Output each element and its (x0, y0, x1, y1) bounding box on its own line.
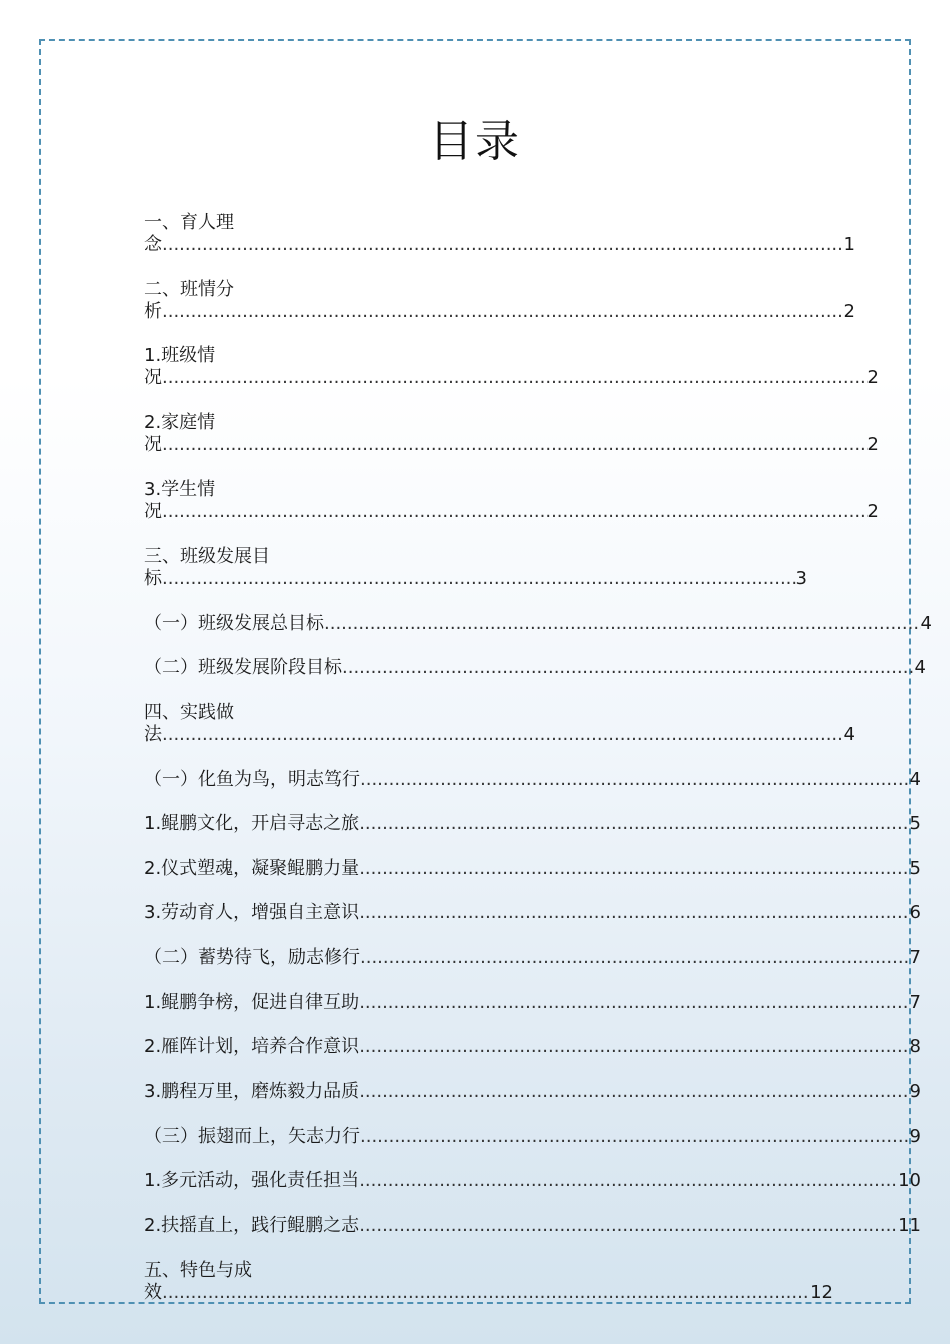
toc-leader-dots (360, 1126, 910, 1148)
toc-page-number: 11 (898, 1215, 921, 1236)
toc-leader-dots (162, 1282, 810, 1304)
toc-entry-tail: 析 (144, 301, 162, 322)
toc-leader-dots (162, 501, 868, 523)
toc-leader-dots (359, 858, 909, 880)
toc-page-number: 9 (909, 1081, 921, 1102)
toc-entry-20[interactable] (144, 1215, 921, 1237)
toc-entry-6[interactable] (144, 546, 807, 590)
toc-entry-head: 四、实践做 (144, 702, 234, 723)
toc-leader-dots (162, 724, 844, 746)
toc-entry-11[interactable] (144, 813, 921, 835)
toc-page-number: 6 (909, 902, 921, 923)
toc-page-number: 5 (909, 858, 921, 879)
toc-entry-19[interactable] (144, 1170, 921, 1192)
toc-leader-dots (359, 1036, 909, 1058)
toc-leader-dots (162, 367, 868, 389)
toc-leader-dots (360, 769, 910, 791)
toc-entry-14[interactable] (144, 947, 921, 969)
toc-entry-5[interactable] (144, 479, 879, 523)
toc-entry-text: 1.鲲鹏文化，开启寻志之旅 (144, 813, 360, 834)
toc-leader-dots (359, 1215, 898, 1237)
toc-entry-3[interactable] (144, 345, 879, 389)
toc-entry-10[interactable] (144, 769, 921, 791)
toc-entry-17[interactable] (144, 1081, 921, 1103)
toc-entry-tail: 念 (144, 234, 162, 255)
toc-entry-7[interactable] (144, 613, 932, 635)
toc-entry-15[interactable] (144, 992, 921, 1014)
toc-entry-tail: 况 (144, 367, 162, 388)
toc-entry-text: 3.鹏程万里，磨炼毅力品质 (144, 1081, 360, 1102)
toc-entry-text: 1.鲲鹏争榜，促进自律互助 (144, 992, 360, 1013)
toc-page-number: 3 (795, 568, 807, 589)
toc-entry-12[interactable] (144, 858, 921, 880)
toc-entry-text: （二）班级发展阶段目标 (144, 657, 342, 678)
toc-entry-tail: 法 (144, 724, 162, 745)
toc-entry-tail: 效 (144, 1282, 162, 1303)
toc-leader-dots (360, 947, 910, 969)
toc-entry-head: 2.家庭情 (144, 412, 216, 433)
toc-page-number: 5 (909, 813, 921, 834)
toc-page-number: 7 (909, 947, 921, 968)
toc-leader-dots (359, 1081, 909, 1103)
toc-entry-head: 3.学生情 (144, 479, 216, 500)
toc-page-number: 7 (909, 992, 921, 1013)
toc-page-number: 8 (909, 1036, 921, 1057)
toc-leader-dots (162, 568, 796, 590)
toc-entry-tail: 标 (144, 568, 162, 589)
toc-entry-head: 二、班情分 (144, 279, 234, 300)
toc-page-number: 1 (843, 234, 855, 255)
toc-page-number: 2 (867, 367, 879, 388)
toc-entry-text: 3.劳动育人，增强自主意识 (144, 902, 360, 923)
toc-leader-dots (162, 301, 844, 323)
toc-leader-dots (359, 813, 909, 835)
toc-entry-1[interactable] (144, 212, 855, 256)
toc-entry-4[interactable] (144, 412, 879, 456)
toc-entry-tail: 况 (144, 501, 162, 522)
toc-page-number: 2 (867, 501, 879, 522)
toc-entry-text: （二）蓄势待飞，励志修行 (144, 947, 360, 968)
toc-entry-21[interactable] (144, 1260, 833, 1304)
toc-leader-dots (162, 434, 868, 456)
toc-entry-2[interactable] (144, 279, 855, 323)
toc-entry-text: 1.多元活动，强化责任担当 (144, 1170, 360, 1191)
toc-entry-text: （三）振翅而上，矢志力行 (144, 1126, 360, 1147)
toc-entry-text: 2.仪式塑魂，凝聚鲲鹏力量 (144, 858, 360, 879)
toc-page-number: 12 (810, 1282, 833, 1303)
toc-page-number: 4 (914, 657, 926, 678)
toc-entry-tail: 况 (144, 434, 162, 455)
toc-page-number: 9 (909, 1126, 921, 1147)
toc-page-number: 10 (898, 1170, 921, 1191)
toc-entry-text: 2.扶摇直上，践行鲲鹏之志 (144, 1215, 360, 1236)
toc-leader-dots (359, 902, 909, 924)
toc-entry-18[interactable] (144, 1126, 921, 1148)
toc-entry-head: 五、特色与成 (144, 1260, 252, 1281)
toc-page-number: 4 (909, 769, 921, 790)
toc-entry-8[interactable] (144, 657, 926, 679)
toc-entry-16[interactable] (144, 1036, 921, 1058)
toc-page-number: 4 (843, 724, 855, 745)
toc-leader-dots (162, 234, 844, 256)
toc-page-number: 4 (920, 613, 932, 634)
toc-entry-9[interactable] (144, 702, 855, 746)
toc-leader-dots (359, 1170, 898, 1192)
toc-entry-head: 一、育人理 (144, 212, 234, 233)
toc-leader-dots (342, 657, 915, 679)
toc-leader-dots (359, 992, 909, 1014)
toc-entry-text: （一）班级发展总目标 (144, 613, 324, 634)
toc-entry-text: 2.雁阵计划，培养合作意识 (144, 1036, 360, 1057)
toc-page-number: 2 (867, 434, 879, 455)
toc-entry-13[interactable] (144, 902, 921, 924)
toc-title: 目录 (429, 116, 521, 167)
toc-leader-dots (324, 613, 921, 635)
toc-entry-head: 1.班级情 (144, 345, 216, 366)
toc-entry-head: 三、班级发展目 (144, 546, 270, 567)
toc-page-number: 2 (843, 301, 855, 322)
toc-entry-text: （一）化鱼为鸟，明志笃行 (144, 769, 360, 790)
